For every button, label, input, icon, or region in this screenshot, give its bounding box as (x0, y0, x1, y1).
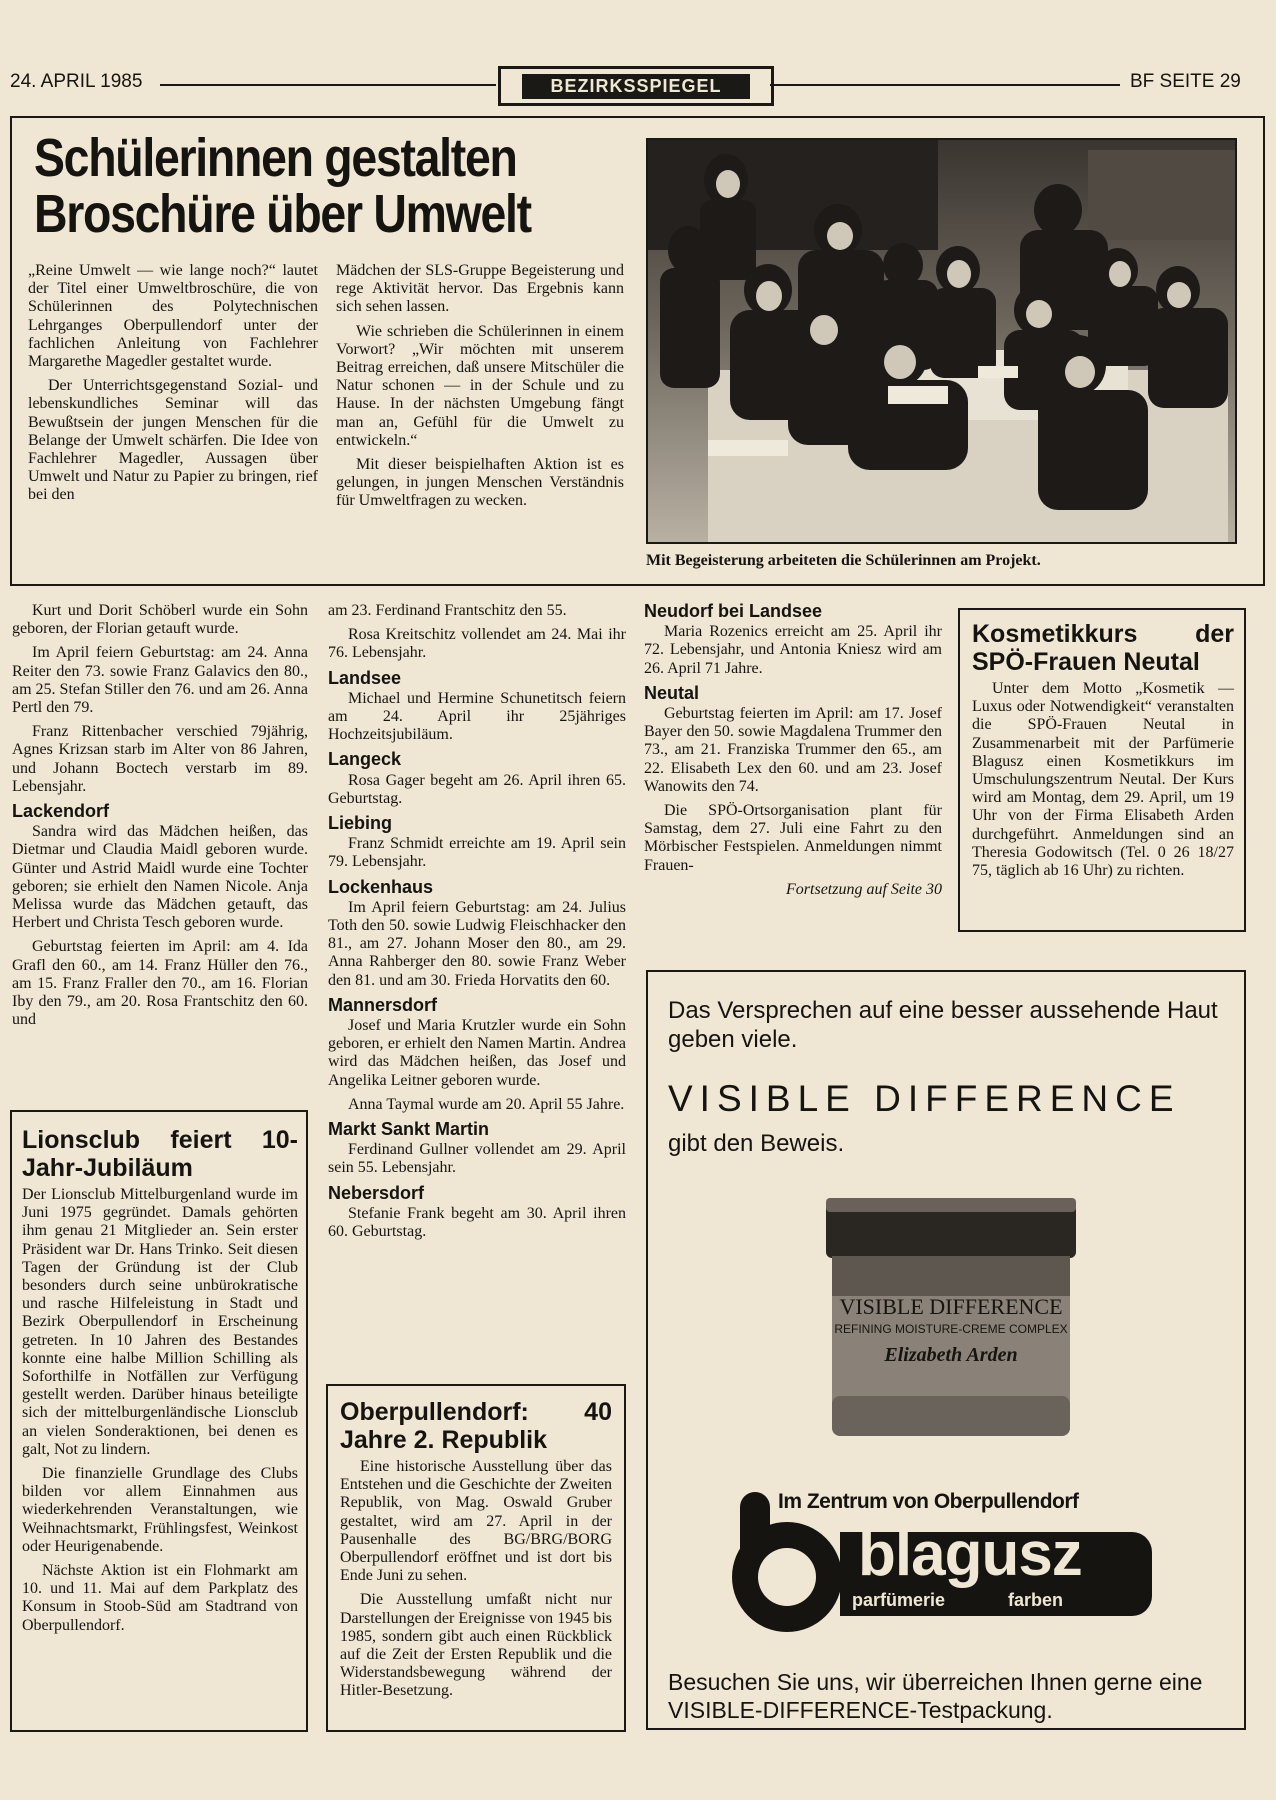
lead-col2-p2: Wie schrieben die Schülerinnen in einem Vorwort? „Wir möchten mit unserem Beitrag erreichen, daß unsere Mitschüler die Natur schonen — in der Schule und zu Hause. In der nächsten Umgebung fängt man an, Gefühl für die Umwelt zu entwickeln.“ (336, 322, 624, 449)
header-rule-right (770, 84, 1120, 86)
heading-neutal: Neutal (644, 682, 700, 703)
heading-neudorf: Neudorf bei Landsee (644, 601, 823, 621)
lead-headline (34, 130, 531, 242)
heading-mannersdorf: Mannersdorf (328, 994, 438, 1015)
ad-outro: Besuchen Sie uns, wir überreichen Ihnen gerne eine VISIBLE-DIFFERENCE-Testpackung. (668, 1669, 1203, 1723)
markt-text: Ferdinand Gullner vollendet am 29. April sein 55. Lebensjahr. (328, 1141, 626, 1177)
lead-headline-line1: Schülerinnen gestalten (34, 128, 517, 188)
jar-signature: Elizabeth Arden (884, 1344, 1018, 1366)
lockenhaus-text: Im April feiern Geburtstag: am 24. Julius Toth den 50. sowie Ludwig Fleischhacker den 81., am 27. Johann Moser den 80., am 29. Anna Rahberger den 80. sowie Franz Weber den 81. und am 30. Frieda Horvatits den 60. (328, 898, 626, 989)
shop-sub-2: farben (1008, 1590, 1064, 1610)
mannersdorf-p1: Josef und Maria Krutzler wurde ein Sohn geboren, er erhielt den Namen Martin. Andrea wird das Mädchen heißen, das Josef und Angelika Leitner geboren wurde. (328, 1017, 626, 1089)
cream-jar (822, 1196, 1080, 1440)
lackendorf-p2: Geburtstag feierten im April: am 4. Ida Grafl den 60., am 14. Franz Hüller den 76., am 15. Franz Fraller den 70., am 16. Florian Iby den 79., am 20. Rosa Frantschitz den 60. und (12, 938, 308, 1029)
lions-p3: Nächste Aktion ist ein Flohmarkt am 10. und 11. Mai auf dem Parkplatz des Konsum in Stoob-Süd am Stadtrand von Oberpullendorf. (22, 1562, 298, 1634)
neutal-p1: Geburtstag feierten im April: am 17. Josef Bayer den 50. sowie Magdalena Trummer den 73., am 21. Franziska Trummer den 65., am 22. Elisabeth Lex den 60. und am 23. Josef Wanowits den 74. (644, 705, 942, 795)
republik-title: Oberpullendorf: 40 Jahre 2. Republik (340, 1398, 612, 1454)
neudorf-text: Maria Rozenics erreicht am 25. April ihr 72. Lebensjahr, und Antonia Kniesz wird am 26. April 71 Jahre. (644, 623, 942, 677)
col-mid (328, 602, 626, 1247)
lead-col2 (336, 262, 624, 517)
classroom-photo (646, 138, 1237, 544)
lead-col1-p2: Der Unterrichtsgegenstand Sozial- und lebenskundliches Seminar will das Bewußtsein der jungen Menschen für die Belange der Umwelt schärfen. Die Idee von Fachlehrer Magedler, Aussagen über Umwelt und Natur zu Papier zu bringen, rief bei den (28, 377, 318, 504)
kosmetik-title: Kosmetikkurs der SPÖ-Frauen Neutal (972, 620, 1234, 676)
section-label: BEZIRKSSPIEGEL (522, 74, 749, 99)
heading-langeck: Langeck (328, 749, 402, 770)
mid-intro-2: Rosa Kreitschitz vollendet am 24. Mai ihr 76. Lebensjahr. (328, 626, 626, 662)
kosmetik-text: Unter dem Motto „Kosmetik — Luxus oder Notwendigkeit“ veranstalten die SPÖ-Frauen Neutal in Zusammenarbeit mit der Parfümerie Blagusz einen Kosmetikkurs im Umschulungszentrum Neutal. Der Kurs wird am Montag, dem 29. April, um 19 Uhr von der Firma Elisabeth Arden durchgeführt. Anmeldungen sind an Theresia Godowitsch (Tel. 0 26 18/27 75, täglich ab 16 Uhr) zu richten. (972, 680, 1234, 880)
republik-p1: Eine historische Ausstellung über das Entstehen und die Geschichte der Zweiten Republik, von Mag. Oswald Gruber gestaltet, wird am 27. April in der Pausenhalle des BG/BRG/BORG Oberpullendorf eröffnet und ist dort bis Ende Juni zu sehen. (340, 1458, 612, 1585)
ad-intro: Das Versprechen auf eine besser aussehende Haut geben viele. (668, 997, 1218, 1053)
heading-landsee: Landsee (328, 667, 402, 688)
mannersdorf-p2: Anna Taymal wurde am 20. April 55 Jahre. (348, 1095, 625, 1113)
ad-proof: gibt den Beweis. (668, 1130, 845, 1157)
issue-date: 24. APRIL 1985 (10, 71, 143, 92)
shop-tagline: Im Zentrum von Oberpullendorf (778, 1490, 1079, 1513)
shop-name: blagusz (858, 1520, 1082, 1589)
lead-col1-p1: „Reine Umwelt — wie lange noch?“ lautet der Titel einer Umweltbroschüre, die von Schülerinnen des Polytechnischen Lehrganges Oberpullendorf unter der fachlichen Anleitung von Fachlehrer Margarethe Magedler gestaltet wurde. (28, 262, 318, 371)
heading-liebing: Liebing (328, 813, 392, 834)
section-label-box (498, 66, 774, 106)
col-left-p1: Kurt und Dorit Schöberl wurde ein Sohn geboren, der Florian getauft wurde. (12, 602, 308, 638)
col-right (644, 602, 942, 899)
jar-label-2: REFINING MOISTURE-CREME COMPLEX (834, 1322, 1068, 1336)
photo-image (648, 140, 1235, 542)
lackendorf-p1: Sandra wird das Mädchen heißen, das Dietmar und Claudia Maidl geboren wurde. Günter und Astrid Maidl wurde eine Tochter geboren; sie erhielt den Namen Nicole. Anja Melissa wurde das Mädchen getauft, das Herbert und Christa Tesch geboren wurde. (12, 823, 308, 932)
kosmetik-article (972, 620, 1234, 886)
nebersdorf-text: Stefanie Frank begeht am 30. April ihren 60. Geburtstag. (328, 1204, 626, 1241)
landsee-text: Michael und Hermine Schunetitsch feiern am 24. April ihr 25jähriges Hochzeitsjubiläum. (328, 689, 626, 744)
col-left-p3: Franz Rittenbacher verschied 79jährig, Agnes Krizsan starb im Alter von 86 Jahren, und Johann Boctech verstarb im 89. Lebensjahr. (12, 723, 308, 795)
lions-p2: Die finanzielle Grundlage des Clubs bilden vor allem Einnahmen aus wiederkehrenden Veranstaltungen, wie Weihnachtsmarkt, Frühlingsfest, Weinkost oder Heurigenabende. (22, 1465, 298, 1555)
heading-nebersdorf: Nebersdorf (328, 1182, 425, 1203)
lions-article (22, 1126, 298, 1641)
shop-sub-1: parfümerie (852, 1590, 946, 1610)
ad-brand: VISIBLE DIFFERENCE (668, 1078, 1181, 1119)
header-rule-left (160, 84, 496, 86)
continued-note: Fortsetzung auf Seite 30 (786, 880, 942, 898)
lead-col2-p1: Mädchen der SLS-Gruppe Begeisterung und rege Aktivität hervor. Das Ergebnis kann sich sehen lassen. (336, 262, 624, 316)
heading-markt: Markt Sankt Martin (328, 1119, 490, 1140)
col-left-p2: Im April feiern Geburtstag: am 24. Anna Reiter den 73. sowie Franz Galavics den 80., am 25. Stefan Stiller den 76. und am 26. Anna Pertl den 79. (12, 644, 308, 717)
photo-caption: Mit Begeisterung arbeiteten die Schülerinnen am Projekt. (646, 552, 1041, 569)
neutal-p2: Die SPÖ-Ortsorganisation plant für Samstag, dem 27. Juli eine Fahrt zu den Mörbischer Festspielen. Anmeldungen nimmt Frauen- (644, 802, 942, 874)
lead-col2-p3: Mit dieser beispielhaften Aktion ist es gelungen, in jungen Menschen Verständnis für Umweltfragen zu wecken. (336, 456, 624, 510)
jar-label-1: VISIBLE DIFFERENCE (839, 1294, 1063, 1319)
lead-col1 (28, 262, 318, 511)
lions-title: Lionsclub feiert 10-Jahr-Jubiläum (22, 1126, 298, 1182)
heading-lockenhaus: Lockenhaus (328, 876, 434, 897)
heading-lackendorf: Lackendorf (12, 801, 110, 822)
lead-headline-line2: Broschüre über Umwelt (34, 184, 531, 244)
republik-p2: Die Ausstellung umfaßt nicht nur Darstellungen der Ereignisse von 1945 bis 1985, sondern gibt auch einen Rückblick auf die Zeit der Ersten Republik und die Widerstandsbewegung während der Hitler-Besetzung. (340, 1591, 612, 1700)
mid-intro-1: am 23. Ferdinand Frantschitz den 55. (328, 602, 567, 619)
col-left (12, 602, 308, 1035)
lions-p1: Der Lionsclub Mittelburgenland wurde im Juni 1975 gegründet. Damals gehörten ihm genau 21 Mitglieder an. Sein erster Präsident war Dr. Hans Trinko. Seit diesen Tagen der Gründung ist der Club besonders durch seine unbürokratische und rasche Hilfeleistung in Stadt und Bezirk Oberpullendorf in Erscheinung getreten. In 10 Jahren des Bestandes konnte eine halbe Million Schilling als Soforthilfe in Notfällen zur Verfügung gestellt werden. Darüber hinaus beteiligte sich der mittelburgenländische Lionsclub an vielen Sonderaktionen, bei denen es galt, Not zu lindern. (22, 1186, 298, 1458)
liebing-text: Franz Schmidt erreichte am 19. April sein 79. Lebensjahr. (328, 835, 626, 871)
page-number: BF SEITE 29 (1130, 71, 1241, 92)
republik-article (340, 1398, 612, 1707)
langeck-text: Rosa Gager begeht am 26. April ihren 65. Geburtstag. (328, 771, 626, 807)
